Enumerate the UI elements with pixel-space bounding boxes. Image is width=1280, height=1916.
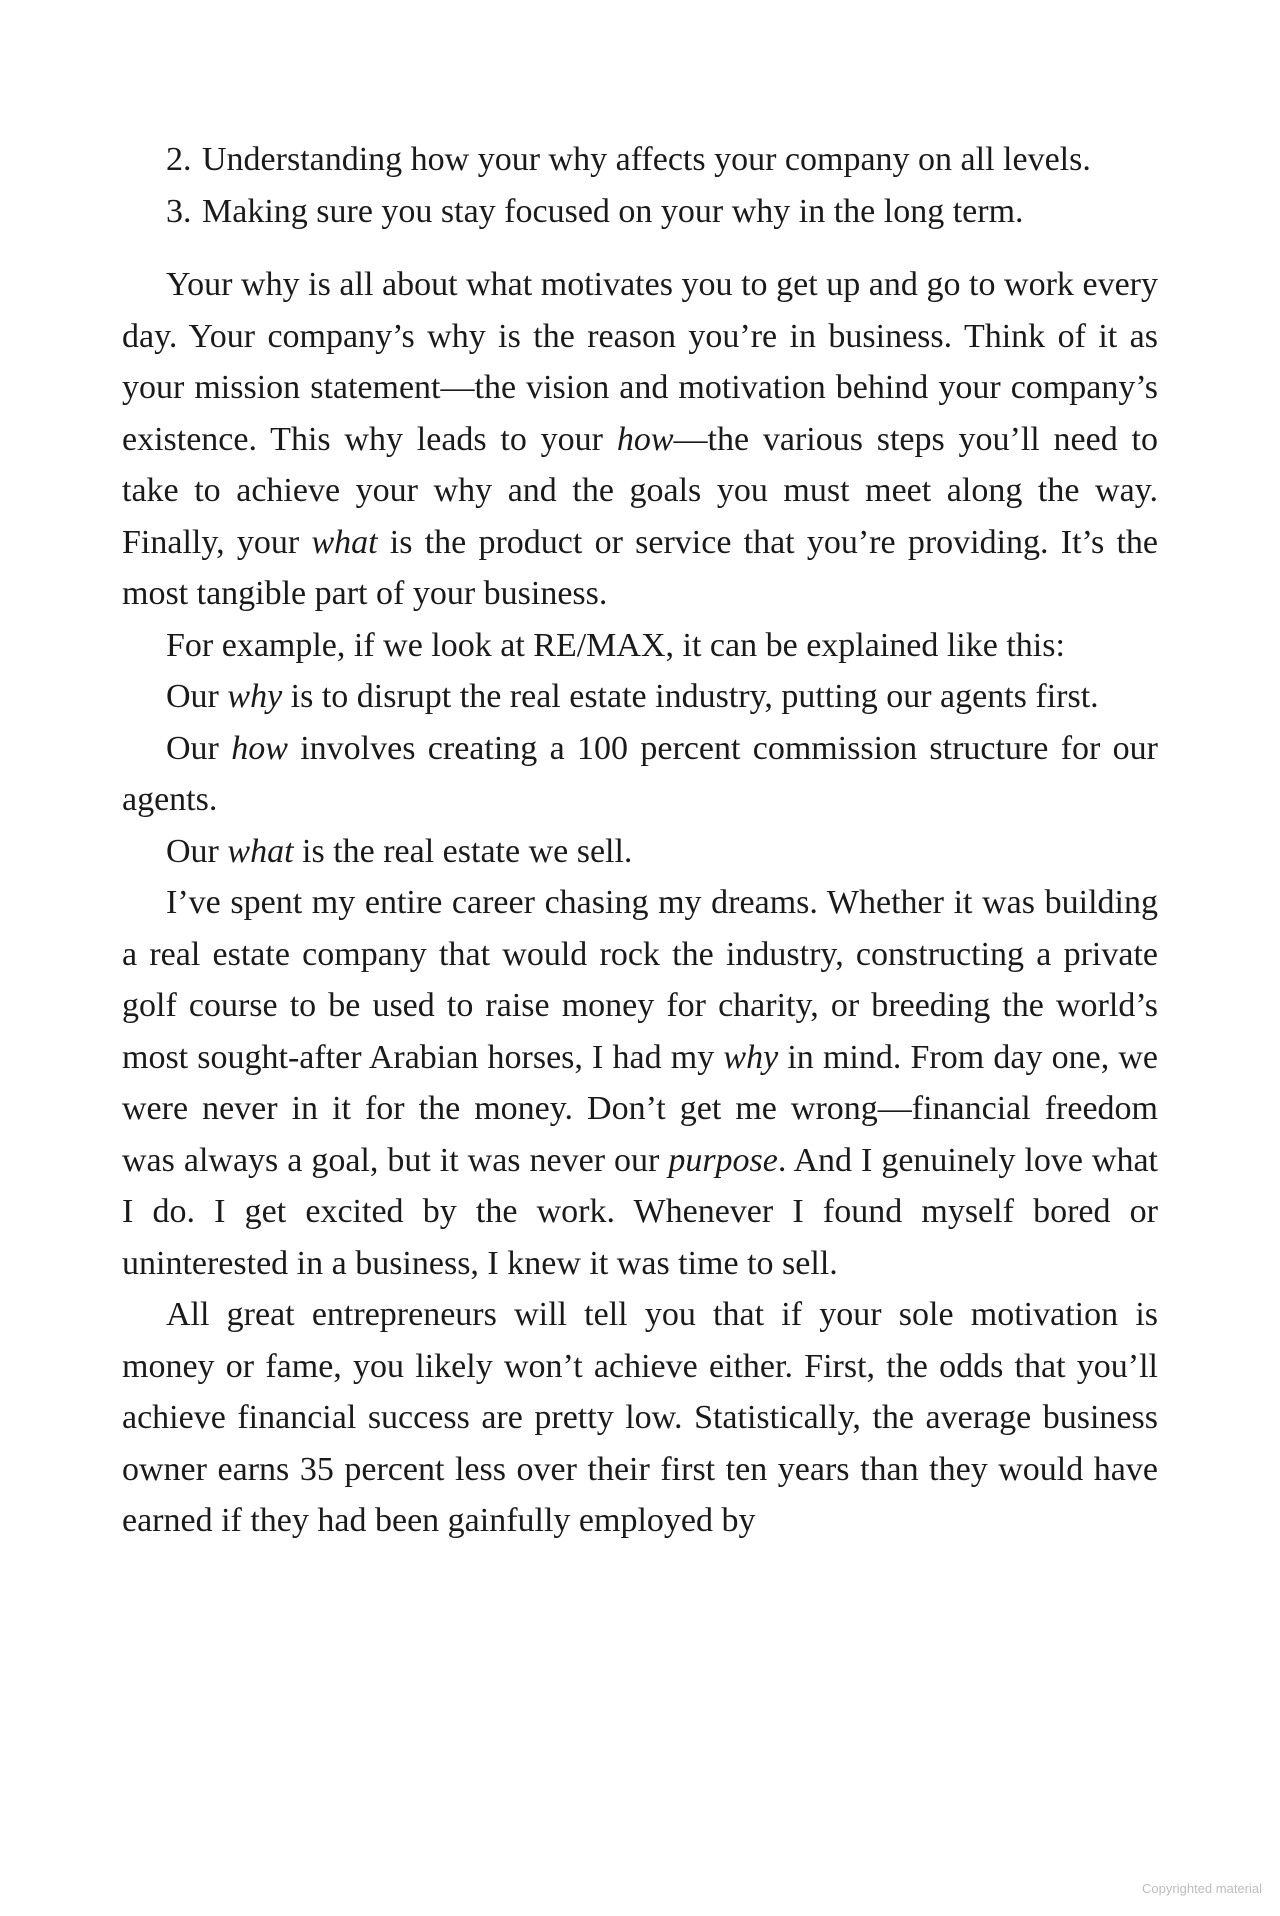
text-run: is the product or service that you’re providing. It’s the most tangible part of your business. bbox=[122, 523, 1159, 612]
text-run: Your why is all about what motivates you to get up and go to work every day. Your company’s why is the reason you’re in business. Think of it as your mission statement—the vision and motivation behind your company’s existence. This why leads to your bbox=[122, 266, 1158, 458]
paragraph-our-how bbox=[122, 723, 1158, 826]
text-run: Our bbox=[166, 678, 228, 715]
text-run: —the various steps you’ll need to take to achieve your why and the goals you must meet along the way. Finally, your bbox=[122, 420, 1158, 561]
paragraph-career-dreams bbox=[122, 877, 1158, 1289]
paragraph-remax-example: For example, if we look at RE/MAX, it can be explained like this: bbox=[166, 626, 1065, 664]
italic-why: why bbox=[723, 1038, 779, 1076]
text-run: is to disrupt the real estate industry, putting our agents first. bbox=[282, 678, 1099, 715]
list-text: Understanding how your why affects your company on all levels. bbox=[202, 141, 1091, 178]
paragraph-our-what bbox=[122, 826, 1158, 878]
paragraph-why-how-what bbox=[122, 259, 1158, 620]
italic-purpose: purpose bbox=[668, 1141, 778, 1179]
list-item bbox=[166, 134, 1158, 186]
list-number: 2. bbox=[166, 141, 192, 178]
italic-how: how bbox=[231, 729, 288, 767]
text-run: I’ve spent my entire career chasing my dreams. Whether it was building a real estate company that would rock the industry, constructing a private golf course to be used to raise money for charity, or breeding the world’s most sought-after Arabian horses, I had my bbox=[122, 884, 1158, 1076]
list-item bbox=[166, 186, 1158, 238]
italic-what: what bbox=[311, 523, 378, 561]
text-run: Our bbox=[166, 729, 232, 767]
text-run: in mind. From day one, we were never in it for the money. Don’t get me wrong—financial freedom was always a goal, but it was never our bbox=[122, 1038, 1159, 1179]
italic-how: how bbox=[616, 420, 674, 458]
italic-why: why bbox=[227, 678, 283, 715]
paragraph-entrepreneurs: All great entrepreneurs will tell you that if your sole motivation is money or fame, you likely won’t achieve either. First, the odds that you’ll achieve financial success are pretty low. Statistically, the average business owner earns 35 percent less over their first ten years than they would have earned if they had been gainfully employed by bbox=[122, 1296, 1158, 1539]
text-run: is the real estate we sell. bbox=[293, 832, 633, 870]
body-text bbox=[122, 259, 1158, 1547]
text-run: Our bbox=[166, 832, 228, 870]
list-text: Making sure you stay focused on your why in the long term. bbox=[202, 192, 1024, 230]
paragraph-our-why bbox=[122, 671, 1158, 723]
text-run: involves creating a 100 percent commission structure for our agents. bbox=[122, 729, 1158, 818]
text-run: . And I genuinely love what I do. I get excited by the work. Whenever I found myself bored or uninterested in a business, I knew it was time to sell. bbox=[122, 1141, 1158, 1282]
numbered-list bbox=[122, 134, 1158, 237]
list-number: 3. bbox=[166, 192, 192, 230]
copyright-watermark: Copyrighted material bbox=[1142, 1881, 1262, 1896]
page-content bbox=[122, 134, 1158, 1547]
italic-what: what bbox=[227, 832, 294, 870]
